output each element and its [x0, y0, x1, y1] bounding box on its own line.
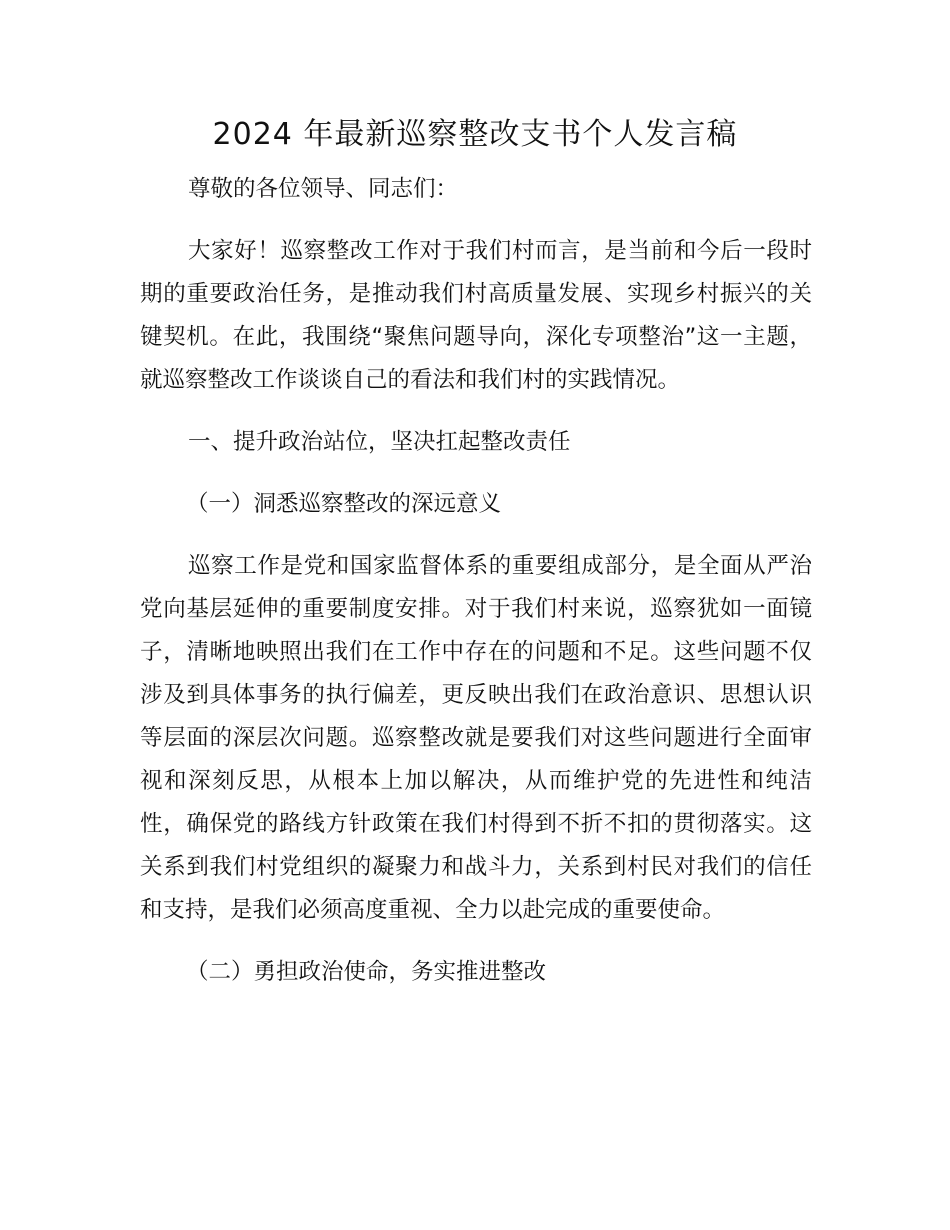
salutation: 尊敬的各位领导、同志们：	[188, 176, 459, 202]
document-title: 2024 年最新巡察整改支书个人发言稿	[212, 117, 738, 152]
document-body	[140, 168, 812, 994]
subsection-1-heading: （一）洞悉巡察整改的深远意义	[186, 491, 502, 517]
subsection-2-heading: （二）勇担政治使命，务实推进整改	[186, 959, 547, 985]
subsection-1-text: 巡察工作是党和国家监督体系的重要组成部分，是全面从严治党向基层延伸的重要制度安排。对于我们村来说，巡察犹如一面镜子，清晰地映照出我们在工作中存在的问题和不足。这些问题不仅涉及到具体事务的执行偏差，更反映出我们在政治意识、思想认识等层面的深层次问题。巡察整改就是要我们对这些问题进行全面审视和深刻反思，从根本上加以解决，从而维护党的先进性和纯洁性，确保党的路线方针政策在我们村得到不折不扣的贯彻落实。这关系到我们村党组织的凝聚力和战斗力，关系到村民对我们的信任和支持，是我们必须高度重视、全力以赴完成的重要使命。	[140, 553, 812, 923]
section-1-heading: 一、提升政治站位，坚决扛起整改责任	[188, 429, 571, 455]
intro-paragraph: 大家好！巡察整改工作对于我们村而言，是当前和今后一段时期的重要政治任务，是推动我们村高质量发展、实现乡村振兴的关键契机。在此，我围绕“聚焦问题导向，深化专项整治”这一主题，就巡察整改工作谈谈自己的看法和我们村的实践情况。	[140, 238, 812, 393]
